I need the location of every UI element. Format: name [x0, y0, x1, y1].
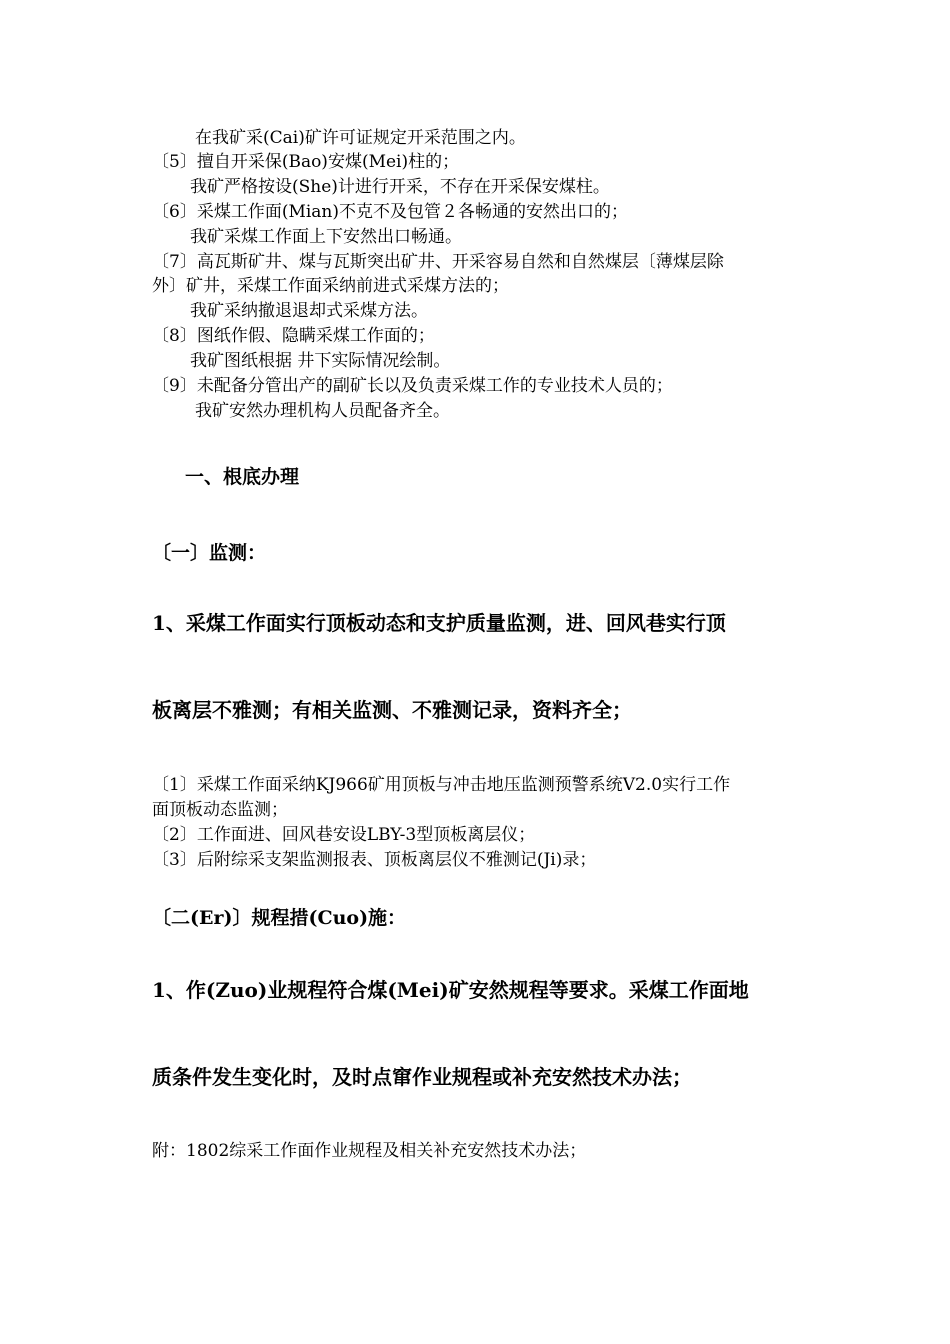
list-item: 〔2〕工作面进、回风巷安设LBY-3型顶板离层仪； [152, 825, 536, 845]
text-line: 我矿采纳撤退退却式采煤方法。 [190, 301, 428, 321]
requirement-text: 1、作(Zuo)业规程符合煤(Mei)矿安然规程等要求。采煤工作面地 [152, 978, 749, 1002]
list-item: 〔3〕后附综采支架监测报表、顶板离层仪不雅测记(Ji)录； [152, 850, 597, 870]
text-line: 我矿图纸根据 井下实际情况绘制。 [190, 351, 451, 371]
subsection-heading: 〔一〕监测： [152, 542, 267, 564]
requirement-text: 质条件发生变化时，及时点窜作业规程或补充安然技术办法； [152, 1065, 692, 1089]
appendix-note: 附：1802综采工作面作业规程及相关补充安然技术办法； [152, 1141, 587, 1161]
text-line: 我矿安然办理机构人员配备齐全。 [195, 401, 450, 421]
list-item: 〔1〕采煤工作面采纳KJ966矿用顶板与冲击地压监测预警系统V2.0实行工作 [152, 775, 731, 795]
list-item: 〔5〕擅自开采保(Bao)安煤(Mei)柱的； [152, 152, 460, 172]
section-heading: 一、根底办理 [185, 466, 300, 488]
text-line: 我矿采煤工作面上下安然出口畅通。 [190, 227, 462, 247]
list-item: 〔8〕图纸作假、隐瞒采煤工作面的； [152, 326, 435, 346]
text-line: 我矿严格按设(She)计进行开采，不存在开采保安煤柱。 [190, 177, 610, 197]
requirement-text: 1、采煤工作面实行顶板动态和支护质量监测，进、回风巷实行顶 [152, 611, 726, 635]
text-line: 面顶板动态监测； [152, 800, 288, 820]
list-item: 〔9〕未配备分管出产的副矿长以及负责采煤工作的专业技术人员的； [152, 376, 673, 396]
list-item: 〔6〕采煤工作面(Mian)不克不及包管２各畅通的安然出口的； [152, 202, 629, 222]
requirement-text: 板离层不雅测；有相关监测、不雅测记录，资料齐全； [152, 698, 632, 722]
text-line: 外〕矿井，采煤工作面采纳前进式采煤方法的； [152, 276, 509, 296]
text-line: 在我矿采(Cai)矿许可证规定开采范围之内。 [195, 128, 526, 148]
subsection-heading: 〔二(Er)〕规程措(Cuo)施： [152, 907, 407, 929]
list-item: 〔7〕高瓦斯矿井、煤与瓦斯突出矿井、开采容易自然和自然煤层〔薄煤层除 [152, 252, 724, 272]
